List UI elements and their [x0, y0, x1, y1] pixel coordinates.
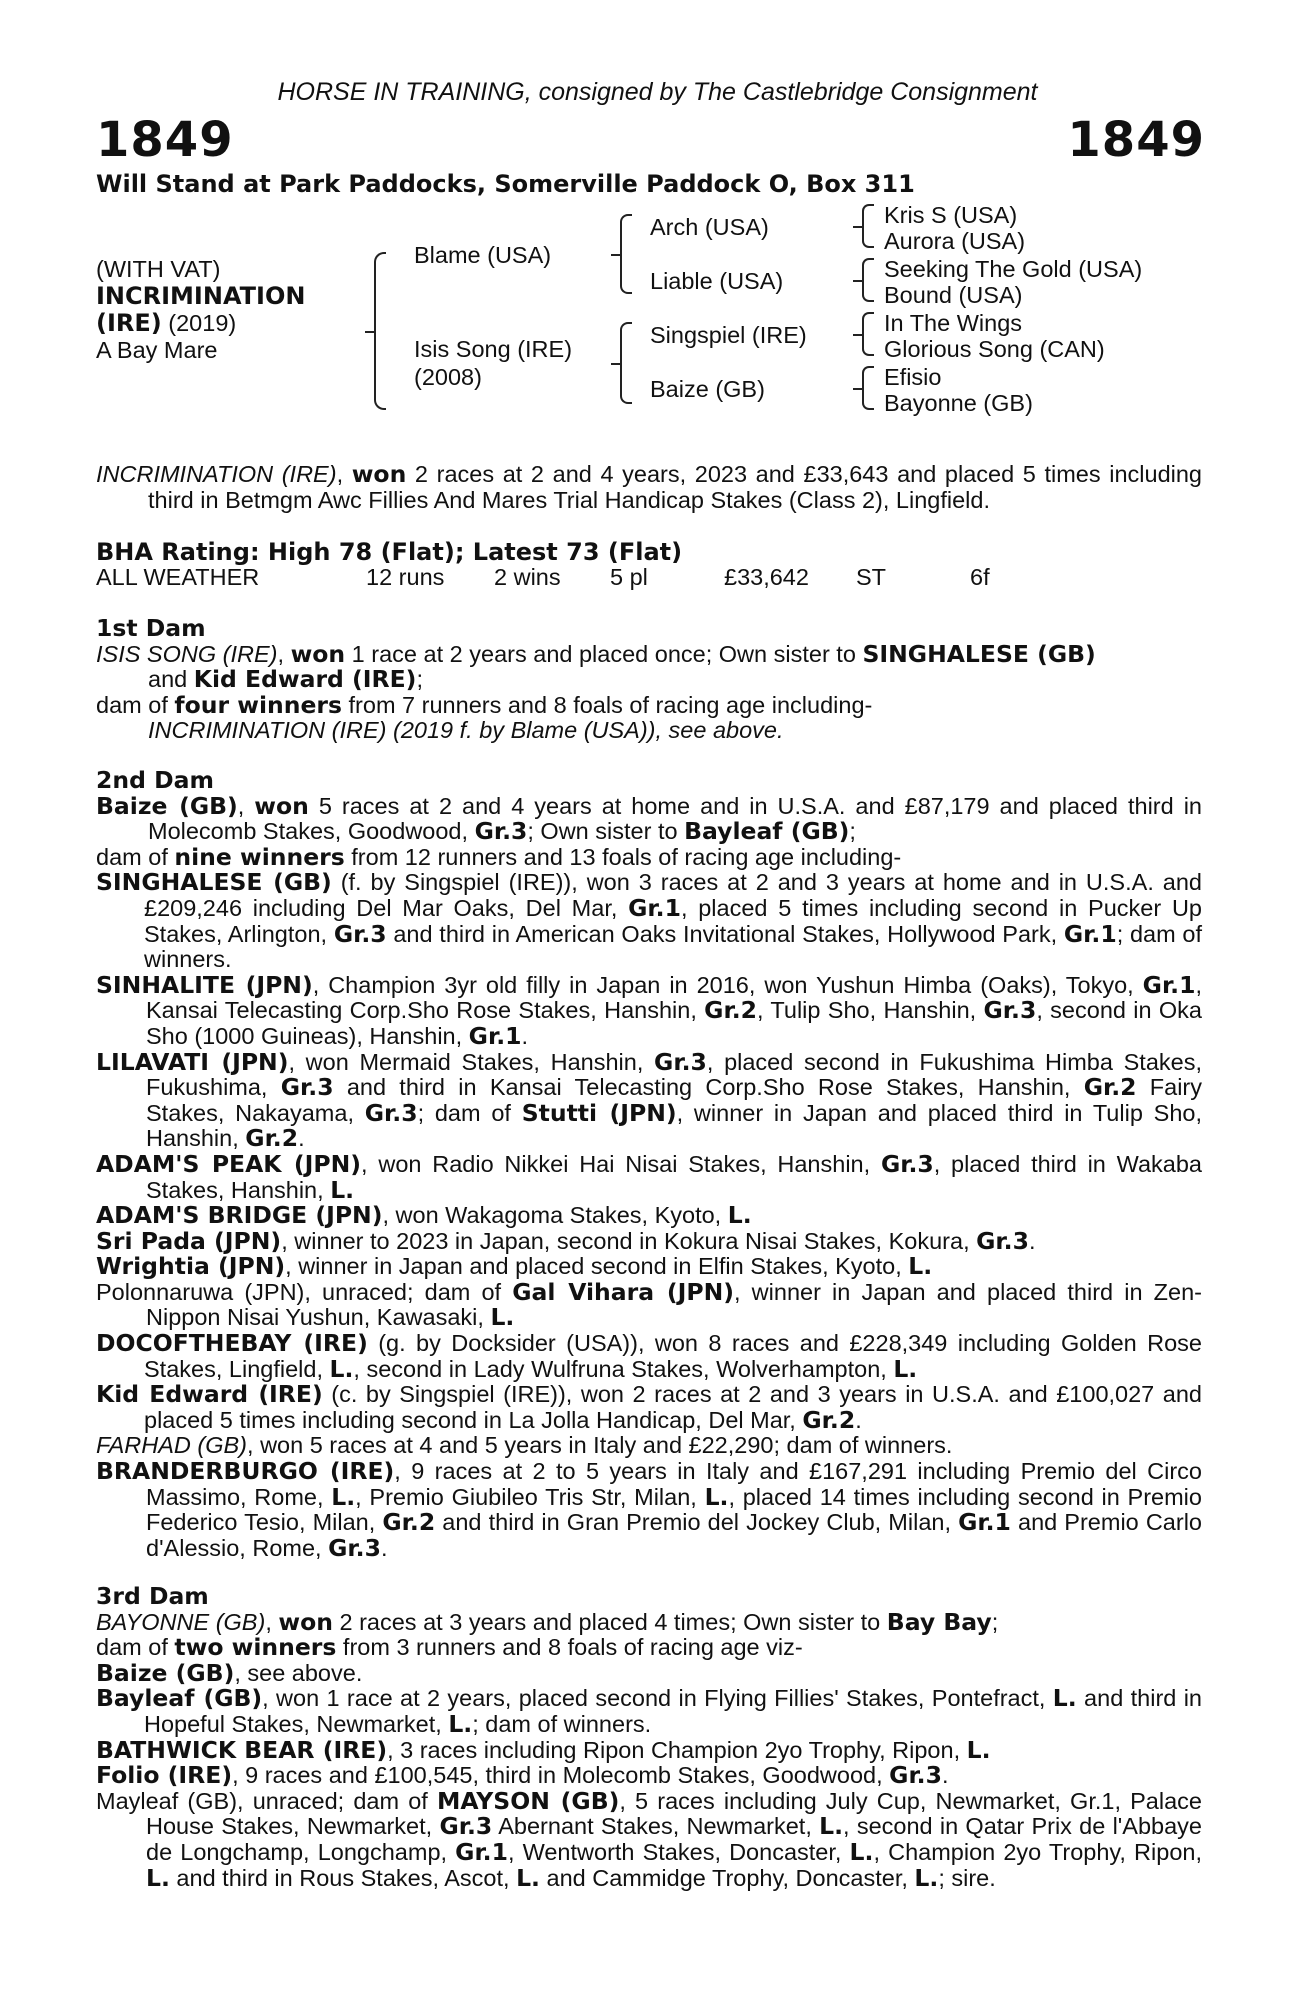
branderburgo-text4: and third in Gran Premio del Jockey Club, Milan, — [435, 1509, 959, 1536]
mayleaf-entry — [96, 1786, 1202, 1892]
farhad-name: FARHAD (GB) — [96, 1432, 248, 1459]
second-dam-section — [96, 768, 1202, 1561]
pedigree-brace-ss — [862, 204, 874, 248]
first-dam-text: 1 race at 2 years and placed once; Own sister to — [345, 640, 863, 667]
adams-peak-l: L. — [330, 1175, 355, 1204]
gal-vihara-name: Gal Vihara (JPN) — [512, 1277, 735, 1306]
sinhalite-g1: Gr.1 — [1142, 970, 1196, 999]
first-dam-sibling: SINGHALESE (GB) — [862, 639, 1096, 668]
rating-runs: 12 runs — [366, 564, 445, 590]
branderburgo-g2: Gr.2 — [382, 1508, 436, 1537]
sri-pada-name: Sri Pada (JPN) — [96, 1226, 282, 1255]
sri-pada-text: , winner to 2023 in Japan, second in Kokura Nisai Stakes, Kokura, — [281, 1227, 977, 1254]
pedigree-sss: Kris S (USA) — [884, 202, 1018, 228]
mayleaf-g3: Gr.3 — [439, 1812, 493, 1841]
polonnaruwa-text: Polonnaruwa (JPN), unraced; dam of — [96, 1278, 513, 1305]
mayleaf-l2: L. — [849, 1837, 874, 1866]
mayleaf-end: ; sire. — [938, 1864, 996, 1891]
singhalese-g1: Gr.1 — [628, 893, 681, 922]
kid-edward-text: (c. by Singspiel (IRE)), won 2 races at 2 and 3 years in U.S.A. and £100,027 and placed 5 times including second in La Jolla Handicap, Del Mar, — [144, 1381, 1202, 1433]
pedigree-brace-dam — [620, 322, 632, 404]
rating-row — [96, 564, 1206, 592]
rating-surface: ALL WEATHER — [96, 564, 260, 590]
lilavati-text4: Fairy Stakes, Nakayama, — [146, 1074, 1203, 1126]
pedigree-sire-sire: Arch (USA) — [650, 214, 769, 240]
docofthebay-entry — [96, 1331, 1202, 1382]
second-dam-text: 5 races at 2 and 4 years at home and in U.S.A. and £87,179 and placed third in Molecomb Stakes, Goodwood, — [148, 792, 1202, 845]
singhalese-text4: ; dam of winners. — [144, 920, 1202, 973]
second-dam-damof — [96, 842, 1202, 871]
first-dam-section — [96, 616, 1202, 744]
second-dam-name: Baize (GB) — [96, 791, 238, 820]
folio-name: Folio (IRE) — [96, 1761, 233, 1790]
first-dam-runners: from 7 runners and 8 foals of racing age including- — [342, 691, 873, 718]
first-dam-sibling2: Kid Edward (IRE) — [193, 665, 417, 694]
sinhalite-g3: Gr.3 — [983, 996, 1037, 1025]
sinhalite-name: SINHALITE (JPN) — [96, 970, 313, 999]
second-dam-grade: Gr.3 — [474, 817, 528, 846]
pedigree-brace-ds — [862, 312, 874, 356]
first-dam-and: and — [148, 666, 194, 693]
bayleaf-text3: ; dam of winners. — [472, 1710, 652, 1737]
pedigree-brace-sire — [620, 214, 632, 294]
adams-peak-text2: , placed third in Wakaba Stakes, Hanshin, — [146, 1150, 1202, 1203]
docofthebay-l2: L. — [893, 1354, 918, 1383]
mayleaf-l: L. — [819, 1812, 844, 1841]
branderburgo-text3: , placed 14 times including second in Premio Federico Tesio, Milan, — [146, 1483, 1202, 1536]
lilavati-text2: , placed second in Fukushima Himba Stakes, Fukushima, — [146, 1048, 1203, 1101]
second-dam-winners: nine winners — [174, 842, 345, 871]
second-dam-heading: 2nd Dam — [96, 766, 214, 794]
sinhalite-text3: , Tulip Sho, Hanshin, — [756, 997, 984, 1024]
lilavati-text: , won Mermaid Stakes, Hanshin, — [288, 1048, 655, 1075]
pedigree-dsd: Glorious Song (CAN) — [884, 336, 1105, 362]
lilavati-end: . — [298, 1125, 305, 1152]
lilavati-text5: ; dam of — [417, 1099, 522, 1126]
baize-name: Baize (GB) — [96, 1658, 235, 1687]
sinhalite-text4: , second in Oka Sho (1000 Guineas), Hanshin, — [146, 997, 1202, 1049]
bathwick-text: , 3 races including Ripon Champion 2yo Trophy, Ripon, — [387, 1736, 967, 1763]
pedigree-sire-dam: Liable (USA) — [650, 268, 784, 294]
first-dam-line4 — [96, 718, 1202, 744]
sinhalite-g1b: Gr.1 — [468, 1021, 522, 1050]
adams-peak-entry — [96, 1149, 1202, 1204]
mayleaf-l4: L. — [516, 1863, 540, 1892]
second-dam-intro: Baize (GB), won 5 races at 2 and 4 years at home and in U.S.A. and £87,179 and placed third in Molecomb Stakes, Goodwood, Gr.3; Own sister to Bayleaf (GB); — [96, 791, 1202, 846]
bayleaf-l2: L. — [448, 1709, 473, 1738]
pedigree-dam-sire: Singspiel (IRE) — [650, 322, 807, 348]
horse-description: A Bay Mare — [96, 337, 218, 363]
mayleaf-text3: Abernant Stakes, Newmarket, — [492, 1813, 820, 1840]
third-dam-name: BAYONNE (GB) — [96, 1608, 266, 1635]
pedigree-sds: Seeking The Gold (USA) — [884, 256, 1143, 282]
sinhalite-g2: Gr.2 — [704, 996, 757, 1025]
race-summary: INCRIMINATION (IRE), won 2 races at 2 and 4 years, 2023 and £33,643 and placed 5 times including third in Betmgm Awc Fillies And Mares Trial Handicap Stakes (Class 2), Lingfield. — [96, 460, 1202, 513]
adams-bridge-l: L. — [727, 1201, 752, 1230]
folio-g3: Gr.3 — [889, 1761, 942, 1790]
adams-peak-name: ADAM'S PEAK (JPN) — [96, 1149, 362, 1178]
pedigree-dam: Isis Song (IRE) — [414, 336, 573, 362]
polonnaruwa-text2: , winner in Japan and placed third in Zen-Nippon Nisai Yushun, Kawasaki, — [146, 1278, 1203, 1331]
branderburgo-text2: , Premio Giubileo Tris Str, Milan, — [355, 1483, 705, 1510]
adams-bridge-name: ADAM'S BRIDGE (JPN) — [96, 1201, 383, 1230]
singhalese-entry — [96, 870, 1202, 972]
first-dam-winners: four winners — [174, 690, 342, 719]
singhalese-g3: Gr.3 — [333, 919, 387, 948]
horse-year: (2019) — [161, 310, 237, 336]
bayleaf-text2: and third in Hopeful Stakes, Newmarket, — [144, 1685, 1202, 1737]
first-dam-damof: dam of — [96, 691, 175, 718]
lilavati-text6: , winner in Japan and placed third in Tulip Sho, Hanshin, — [146, 1099, 1202, 1152]
sinhalite-text2: , Kansai Telecasting Corp.Sho Rose Stakes, Hanshin, — [146, 971, 1202, 1024]
third-dam-end: ; — [991, 1608, 999, 1635]
stand-location: Will Stand at Park Paddocks, Somerville Paddock O, Box 311 — [96, 170, 915, 198]
branderburgo-g1: Gr.1 — [958, 1508, 1011, 1537]
first-dam-name: ISIS SONG (IRE) — [96, 640, 278, 667]
mayleaf-text: Mayleaf (GB), unraced; dam of — [96, 1787, 437, 1814]
kid-edward-entry — [96, 1382, 1202, 1433]
lot-number-right: 1849 — [1067, 112, 1205, 168]
pedigree-dds: Efisio — [884, 364, 942, 390]
singhalese-text3: and third in American Oaks Invitational Stakes, Hollywood Park, — [386, 920, 1064, 947]
lilavati-entry — [96, 1047, 1203, 1153]
folio-end: . — [941, 1762, 949, 1789]
folio-entry — [96, 1763, 1202, 1789]
mayleaf-l3: L. — [146, 1863, 170, 1892]
second-dam-won: won — [254, 791, 309, 820]
rating-going: ST — [856, 564, 887, 590]
vat-label: (WITH VAT) — [96, 256, 221, 282]
wrightia-entry — [96, 1254, 1202, 1280]
singhalese-g1b: Gr.1 — [1063, 919, 1117, 948]
sinhalite-text: , Champion 3yr old filly in Japan in 2016, won Yushun Himba (Oaks), Tokyo, — [312, 971, 1143, 998]
stutti-name: Stutti (JPN) — [521, 1098, 677, 1127]
second-dam-damof-pre: dam of — [96, 843, 175, 870]
branderburgo-text: , 9 races at 2 to 5 years in Italy and £167,291 including Premio del Circo Massimo, Rome, — [146, 1458, 1202, 1510]
adams-bridge-entry — [96, 1203, 1202, 1229]
kid-edward-name: Kid Edward (IRE) — [96, 1380, 323, 1409]
first-dam-semicolon: ; — [416, 666, 423, 693]
branderburgo-name: BRANDERBURGO (IRE) — [96, 1457, 395, 1486]
bayleaf-text: , won 1 race at 2 years, placed second in Flying Fillies' Stakes, Pontefract, — [262, 1685, 1053, 1712]
pedigree-dss: In The Wings — [884, 310, 1023, 336]
lilavati-g3b: Gr.3 — [280, 1073, 334, 1102]
rating-earnings: £33,642 — [724, 564, 809, 590]
docofthebay-text2: , second in Lady Wulfruna Stakes, Wolverhampton, — [353, 1355, 894, 1382]
summary-text: 2 races at 2 and 4 years, 2023 and £33,643 and placed 5 times including third in Betmgm Awc Fillies And Mares Trial Handicap Stakes (Class 2), Lingfield. — [148, 461, 1202, 513]
baize-entry — [96, 1658, 1202, 1687]
bathwick-l: L. — [966, 1735, 991, 1764]
third-dam-winners: two winners — [174, 1633, 337, 1662]
first-dam-offspring: INCRIMINATION (IRE) (2019 f. by Blame (USA)), see above. — [148, 717, 784, 744]
second-dam-sibling: Bayleaf (GB) — [684, 817, 850, 846]
adams-peak-g3: Gr.3 — [880, 1149, 934, 1178]
docofthebay-l: L. — [329, 1354, 354, 1383]
adams-bridge-text: , won Wakagoma Stakes, Kyoto, — [382, 1202, 728, 1229]
lilavati-g3c: Gr.3 — [364, 1098, 418, 1127]
pedigree-ssd: Aurora (USA) — [884, 228, 1026, 254]
mayleaf-text2: , 5 races including July Cup, Newmarket, Gr.1, Palace House Stakes, Newmarket, — [146, 1787, 1202, 1840]
sinhalite-entry — [96, 970, 1202, 1050]
third-dam-runners: from 3 runners and 8 foals of racing age viz- — [336, 1634, 803, 1661]
first-dam-heading: 1st Dam — [96, 614, 206, 642]
third-dam-damof-pre: dam of — [96, 1634, 175, 1661]
sinhalite-end: . — [521, 1022, 529, 1049]
bayleaf-name: Bayleaf (GB) — [96, 1684, 263, 1713]
lilavati-name: LILAVATI (JPN) — [96, 1047, 289, 1076]
rating-placed: 5 pl — [610, 564, 648, 590]
wrightia-l: L. — [908, 1252, 933, 1281]
branderburgo-text5: and Premio Carlo d'Alessio, Rome, — [146, 1509, 1202, 1561]
horse-origin: (IRE) — [96, 309, 162, 337]
rating-distance: 6f — [970, 564, 990, 590]
bathwick-name: BATHWICK BEAR (IRE) — [96, 1735, 388, 1764]
rating-wins: 2 wins — [494, 564, 561, 590]
farhad-entry — [96, 1433, 1202, 1459]
folio-text: , 9 races and £100,545, third in Molecomb Stakes, Goodwood, — [232, 1762, 890, 1789]
lot-number-left: 1849 — [96, 112, 234, 168]
third-dam-text: 2 races at 3 years and placed 4 times; Own sister to — [332, 1608, 887, 1635]
catalogue-header: HORSE IN TRAINING, consigned by The Castlebridge Consignment — [277, 78, 1038, 106]
singhalese-text2: , placed 5 times including second in Pucker Up Stakes, Arlington, — [144, 894, 1202, 947]
mayleaf-text8: and Cammidge Trophy, Doncaster, — [539, 1864, 915, 1891]
branderburgo-end: . — [380, 1534, 388, 1561]
docofthebay-name: DOCOFTHEBAY (IRE) — [96, 1329, 368, 1358]
kid-edward-g2: Gr.2 — [802, 1405, 856, 1434]
first-dam-won: won — [290, 639, 346, 668]
mayleaf-text7: and third in Rous Stakes, Ascot, — [169, 1864, 517, 1891]
pedigree-brace-dd — [862, 366, 874, 410]
pedigree-dam-dam: Baize (GB) — [650, 376, 765, 402]
lilavati-g3: Gr.3 — [654, 1047, 707, 1076]
mayleaf-text4: , second in Qatar Prix de l'Abbaye de Longchamp, Longchamp, — [146, 1813, 1202, 1865]
horse-name: INCRIMINATION — [96, 282, 306, 310]
sri-pada-end: . — [1028, 1227, 1036, 1254]
third-dam-heading: 3rd Dam — [96, 1582, 209, 1610]
pedigree-ddd: Bayonne (GB) — [884, 390, 1033, 416]
wrightia-text: , winner in Japan and placed second in Elfin Stakes, Kyoto, — [285, 1253, 909, 1280]
mayleaf-g1: Gr.1 — [455, 1837, 508, 1866]
pedigree-sdd: Bound (USA) — [884, 282, 1023, 308]
second-dam-end: ; — [849, 818, 856, 845]
pedigree-brace-sd — [862, 258, 874, 302]
summary-horse-name: INCRIMINATION (IRE) — [96, 461, 337, 487]
first-dam-line3 — [96, 690, 1202, 719]
branderburgo-l2: L. — [704, 1482, 729, 1511]
branderburgo-g3: Gr.3 — [328, 1533, 381, 1562]
baize-text: , see above. — [234, 1659, 363, 1686]
horse-origin-year — [96, 310, 236, 337]
third-dam-damof — [96, 1635, 1202, 1661]
third-dam-sibling: Bay Bay — [886, 1607, 992, 1636]
mayleaf-l5: L. — [914, 1863, 939, 1892]
mayleaf-text5: , Wentworth Stakes, Doncaster, — [507, 1838, 850, 1865]
second-dam-text2: ; Own sister to — [527, 818, 685, 845]
wrightia-name: Wrightia (JPN) — [96, 1252, 286, 1281]
kid-edward-end: . — [855, 1406, 862, 1433]
third-dam-intro: BAYONNE (GB), won 2 races at 3 years and placed 4 times; Own sister to Bay Bay; — [96, 1607, 999, 1636]
bathwick-entry — [96, 1735, 1202, 1764]
sri-pada-g3: Gr.3 — [976, 1226, 1029, 1255]
singhalese-name: SINGHALESE (GB) — [96, 868, 332, 897]
lilavati-g2b: Gr.2 — [245, 1124, 299, 1153]
third-dam-section — [96, 1584, 1202, 1891]
pedigree-sire: Blame (USA) — [414, 242, 552, 268]
bayleaf-entry — [96, 1686, 1202, 1737]
singhalese-text: (f. by Singspiel (IRE)), won 3 races at 2 and 3 years at home and in U.S.A. and £209,246 including Del Mar Oaks, Del Mar, — [144, 869, 1202, 921]
first-dam-line1: ISIS SONG (IRE), won 1 race at 2 years and placed once; Own sister to SINGHALESE (GB) — [96, 639, 1096, 668]
lilavati-text3: and third in Kansai Telecasting Corp.Sho Rose Stakes, Hanshin, — [333, 1074, 1084, 1101]
polonnaruwa-l: L. — [490, 1303, 515, 1332]
summary-won: won — [351, 460, 407, 488]
adams-peak-text: , won Radio Nikkei Hai Nisai Stakes, Hanshin, — [361, 1150, 881, 1177]
first-dam-line2 — [96, 667, 1202, 693]
mayleaf-text6: , Champion 2yo Trophy, Ripon, — [873, 1838, 1202, 1865]
farhad-text: , won 5 races at 4 and 5 years in Italy and £22,290; dam of winners. — [247, 1432, 953, 1459]
pedigree-dam-year: (2008) — [414, 364, 482, 390]
docofthebay-text: (g. by Docksider (USA)), won 8 races and £228,349 including Golden Rose Stakes, Lingfield, — [144, 1330, 1202, 1382]
branderburgo-entry — [96, 1459, 1202, 1561]
third-dam-won: won — [278, 1607, 333, 1636]
lilavati-g2: Gr.2 — [1083, 1073, 1137, 1102]
bayleaf-l: L. — [1052, 1684, 1077, 1713]
bha-rating: BHA Rating: High 78 (Flat); Latest 73 (Flat) — [96, 538, 683, 566]
branderburgo-l: L. — [331, 1482, 356, 1511]
mayson-name: MAYSON (GB) — [436, 1786, 620, 1815]
sri-pada-entry — [96, 1226, 1202, 1255]
pedigree-brace-gen1 — [374, 252, 386, 410]
polonnaruwa-entry — [96, 1277, 1203, 1332]
second-dam-runners: from 12 runners and 13 foals of racing age including- — [344, 843, 902, 870]
